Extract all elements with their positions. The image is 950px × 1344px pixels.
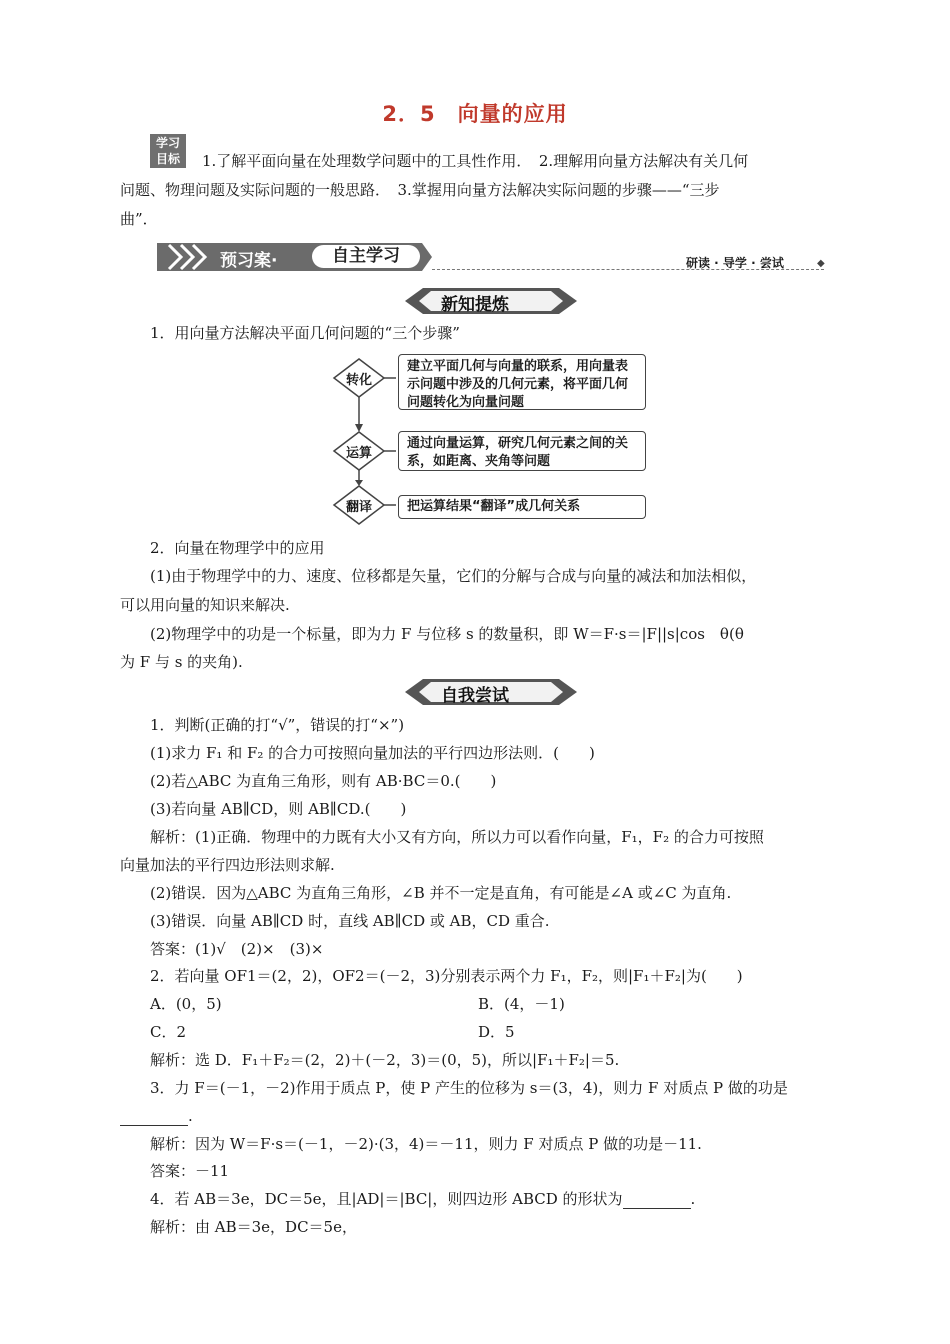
q4-answer-blank	[623, 1194, 691, 1209]
self-test-line-3: (2)若△ABC 为直角三角形，则有 AB·BC＝0.( )	[150, 772, 497, 790]
objectives-badge	[150, 134, 186, 168]
self-test-line-2: (1)求力 F₁ 和 F₂ 的合力可按照向量加法的平行四边形法则．( )	[150, 744, 595, 762]
knowledge-item2-p1-line1: (1)由于物理学中的力、速度、位移都是矢量，它们的分解与合成与向量的减法和加法相似，	[150, 567, 757, 585]
knowledge-item2-p1-line2: 可以用向量的知识来解决.	[120, 596, 290, 614]
q3-line2-end: .	[188, 1107, 193, 1125]
flow-box-transform	[398, 354, 646, 410]
flow-node-transform: 转化	[345, 373, 372, 388]
q4-end: .	[690, 1190, 696, 1208]
band-pill: 自主学习	[312, 245, 420, 268]
q3-answer: 答案：－11	[150, 1162, 230, 1180]
diamond-icon: ◆	[817, 258, 825, 269]
flow-box-compute	[398, 431, 646, 471]
self-test-line-4: (3)若向量 AB∥CD，则 AB∥CD.( )	[150, 800, 407, 818]
q2-option-c: C．2	[150, 1023, 187, 1041]
q2-option-d: D．5	[478, 1023, 515, 1041]
flow-box-translate	[398, 495, 646, 519]
q4-line	[150, 1189, 695, 1209]
q2-option-a: A．(0，5)	[150, 995, 222, 1013]
flow-box-transform-line3: 问题转化为向量问题	[407, 395, 525, 410]
q2-option-b: B．(4，－1)	[478, 995, 565, 1013]
objectives-line3: 曲”．	[120, 210, 158, 228]
self-test-line-6: 向量加法的平行四边形法则求解.	[120, 856, 335, 874]
self-test-line-5: 解析：(1)正确．物理中的力既有大小又有方向，所以力可以看作向量，F₁，F₂ 的合力可按照	[150, 828, 764, 846]
self-test-line-7: (2)错误．因为△ABC 为直角三角形，∠B 并不一定是直角，有可能是∠A 或∠C 为直角.	[150, 884, 732, 902]
badge-line2: 目标	[155, 152, 180, 166]
q4-text: 4．若 AB＝3e，DC＝5e，且|AD|＝|BC|，则四边形 ABCD 的形状为	[150, 1190, 623, 1208]
knowledge-item1-title: 1．用向量方法解决平面几何问题的“三个步骤”	[150, 324, 460, 342]
new-knowledge-header: 新知提炼	[441, 295, 509, 315]
band-label: 预习案·	[220, 251, 278, 271]
self-test-line-10: 2．若向量 OF1＝(2，2)，OF2＝(－2，3)分别表示两个力 F₁，F₂，则|F₁＋F₂|为( )	[150, 967, 743, 985]
knowledge-item2-p2-line1: (2)物理学中的功是一个标量，即为力 F 与位移 s 的数量积，即 W＝F·s＝|F||s|cos θ(θ	[150, 625, 744, 643]
flow-box-transform-line1: 建立平面几何与向量的联系，用向量表	[407, 359, 629, 374]
flow-node-compute: 运算	[345, 446, 372, 461]
q2-solution: 解析：选 D．F₁＋F₂＝(2，2)＋(－2，3)＝(0，5)，所以|F₁＋F₂|＝5.	[150, 1051, 620, 1069]
self-test-line-1: 1．判断(正确的打“√”，错误的打“×”)	[150, 716, 405, 734]
flow-node-translate: 翻译	[345, 500, 372, 515]
answer-blank	[120, 1111, 188, 1126]
q3-line1: 3．力 F＝(－1，－2)作用于质点 P，使 P 产生的位移为 s＝(3，4)，则力 F 对质点 P 做的功是	[150, 1079, 788, 1097]
q4-solution: 解析：由 AB＝3e，DC＝5e，	[150, 1218, 357, 1236]
page-title: 2．5 向量的应用	[382, 102, 568, 126]
objectives-line1: 1.了解平面向量在处理数学问题中的工具性作用． 2.理解用向量方法解决有关几何	[202, 152, 749, 170]
q3-solution: 解析：因为 W＝F·s＝(－1，－2)·(3，4)＝－11，则力 F 对质点 P 做的功是－11.	[150, 1135, 702, 1153]
flow-box-translate-line1: 把运算结果“翻译”成几何关系	[407, 499, 581, 514]
flow-box-transform-line2: 示问题中涉及的几何元素，将平面几何	[407, 377, 629, 392]
badge-line1: 学习	[155, 136, 180, 150]
self-test-header: 自我尝试	[441, 686, 509, 706]
band-divider	[432, 269, 824, 270]
q3-line2	[120, 1106, 193, 1126]
self-test-line-8: (3)错误．向量 AB∥CD 时，直线 AB∥CD 或 AB，CD 重合.	[150, 912, 550, 930]
band-right-text: 研读 · 导学 · 尝试	[686, 256, 784, 270]
knowledge-item2-title: 2．向量在物理学中的应用	[150, 539, 325, 557]
self-test-line-9: 答案：(1)√ (2)× (3)×	[150, 940, 324, 958]
flow-box-compute-line2: 系，如距离、夹角等问题	[407, 454, 551, 469]
objectives-line2: 问题、物理问题及实际问题的一般思路． 3.掌握用向量方法解决实际问题的步骤——“三步	[120, 181, 720, 199]
knowledge-item2-p2-line2: 为 F 与 s 的夹角).	[120, 653, 243, 671]
flow-box-compute-line1: 通过向量运算，研究几何元素之间的关	[407, 436, 629, 451]
